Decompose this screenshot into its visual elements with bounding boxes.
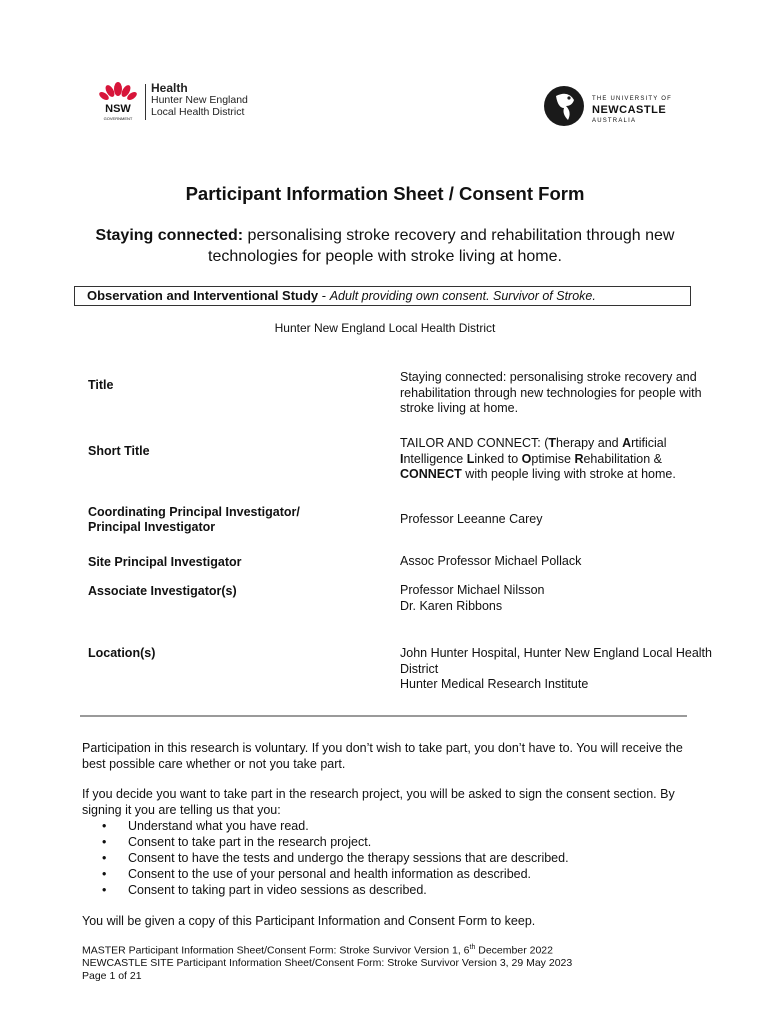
logo-divider (145, 84, 146, 120)
nsw-wordmark: NSW (105, 103, 131, 115)
uon-wordmark: THE UNIVERSITY OF NEWCASTLE AUSTRALIA (592, 96, 672, 124)
page-number: Page 1 of 21 (82, 969, 142, 982)
study-subtitle: Staying connected: personalising stroke recovery and rehabilitation through new technologies for people with stroke living at home. (95, 227, 675, 265)
associate-investigators-value: Professor Michael Nilsson Dr. Karen Ribbons (400, 583, 545, 613)
short-title-label: Short Title (88, 444, 150, 458)
list-item: • Consent to the use of your personal and health information as described. (102, 867, 532, 881)
locations-value: John Hunter Hospital, Hunter New England Local Health District Hunter Medical Research Institute (400, 646, 712, 691)
nsw-health-logo (95, 80, 255, 124)
voluntary-paragraph: Participation in this research is voluntary. If you don’t wish to take part, you don’t have to. You will receive the best possible care whether or not you take part. (82, 741, 683, 771)
footer-master-version: MASTER Participant Information Sheet/Consent Form: Stroke Survivor Version 1, 6th December 2022 (82, 944, 553, 957)
study-type-box: Observation and Interventional Study - Adult providing own consent. Survivor of Stroke. (74, 286, 691, 306)
svg-text:GOVERNMENT: GOVERNMENT (103, 116, 133, 121)
short-title-value: TAILOR AND CONNECT: (Therapy and Artificial Intelligence Linked to Optimise Rehabilitation & CONNECT with people living with stroke at home. (400, 436, 676, 481)
page-footer (82, 942, 702, 982)
district-name: Hunter New England Local Health District (274, 321, 496, 335)
title-value: Staying connected: personalising stroke recovery and rehabilitation through new technologies for people with stroke living at home. (400, 370, 702, 415)
copy-paragraph: You will be given a copy of this Participant Information and Consent Form to keep. (82, 914, 536, 928)
university-of-newcastle-logo (542, 84, 682, 128)
site-pi-label: Site Principal Investigator (88, 555, 242, 569)
waratah-icon (95, 80, 141, 122)
footer-site-version: NEWCASTLE SITE Participant Information Sheet/Consent Form: Stroke Survivor Version 3, 29 May 2023 (82, 957, 573, 969)
section-divider (80, 715, 687, 717)
document-title: Participant Information Sheet / Consent Form (185, 183, 585, 204)
lhd-name: Health Hunter New England Local Health District (151, 81, 248, 118)
list-item: • Consent to taking part in video sessions as described. (102, 883, 427, 897)
cpi-label: Coordinating Principal Investigator/ Principal Investigator (88, 505, 300, 534)
site-pi-value: Assoc Professor Michael Pollack (400, 554, 582, 568)
consent-intro-paragraph: If you decide you want to take part in the research project, you will be asked to sign the consent section. By signing it you are telling us that you: (82, 787, 675, 817)
title-label: Title (88, 378, 114, 392)
associate-investigators-label: Associate Investigator(s) (88, 584, 237, 598)
list-item: • Consent to take part in the research project. (102, 835, 372, 849)
cpi-value: Professor Leeanne Carey (400, 512, 543, 526)
consent-bullet-list (102, 818, 702, 898)
list-item: • Consent to have the tests and undergo the therapy sessions that are described. (102, 851, 569, 865)
list-item: • Understand what you have read. (102, 819, 309, 833)
seahorse-crest-icon (542, 84, 588, 128)
locations-label: Location(s) (88, 646, 156, 660)
